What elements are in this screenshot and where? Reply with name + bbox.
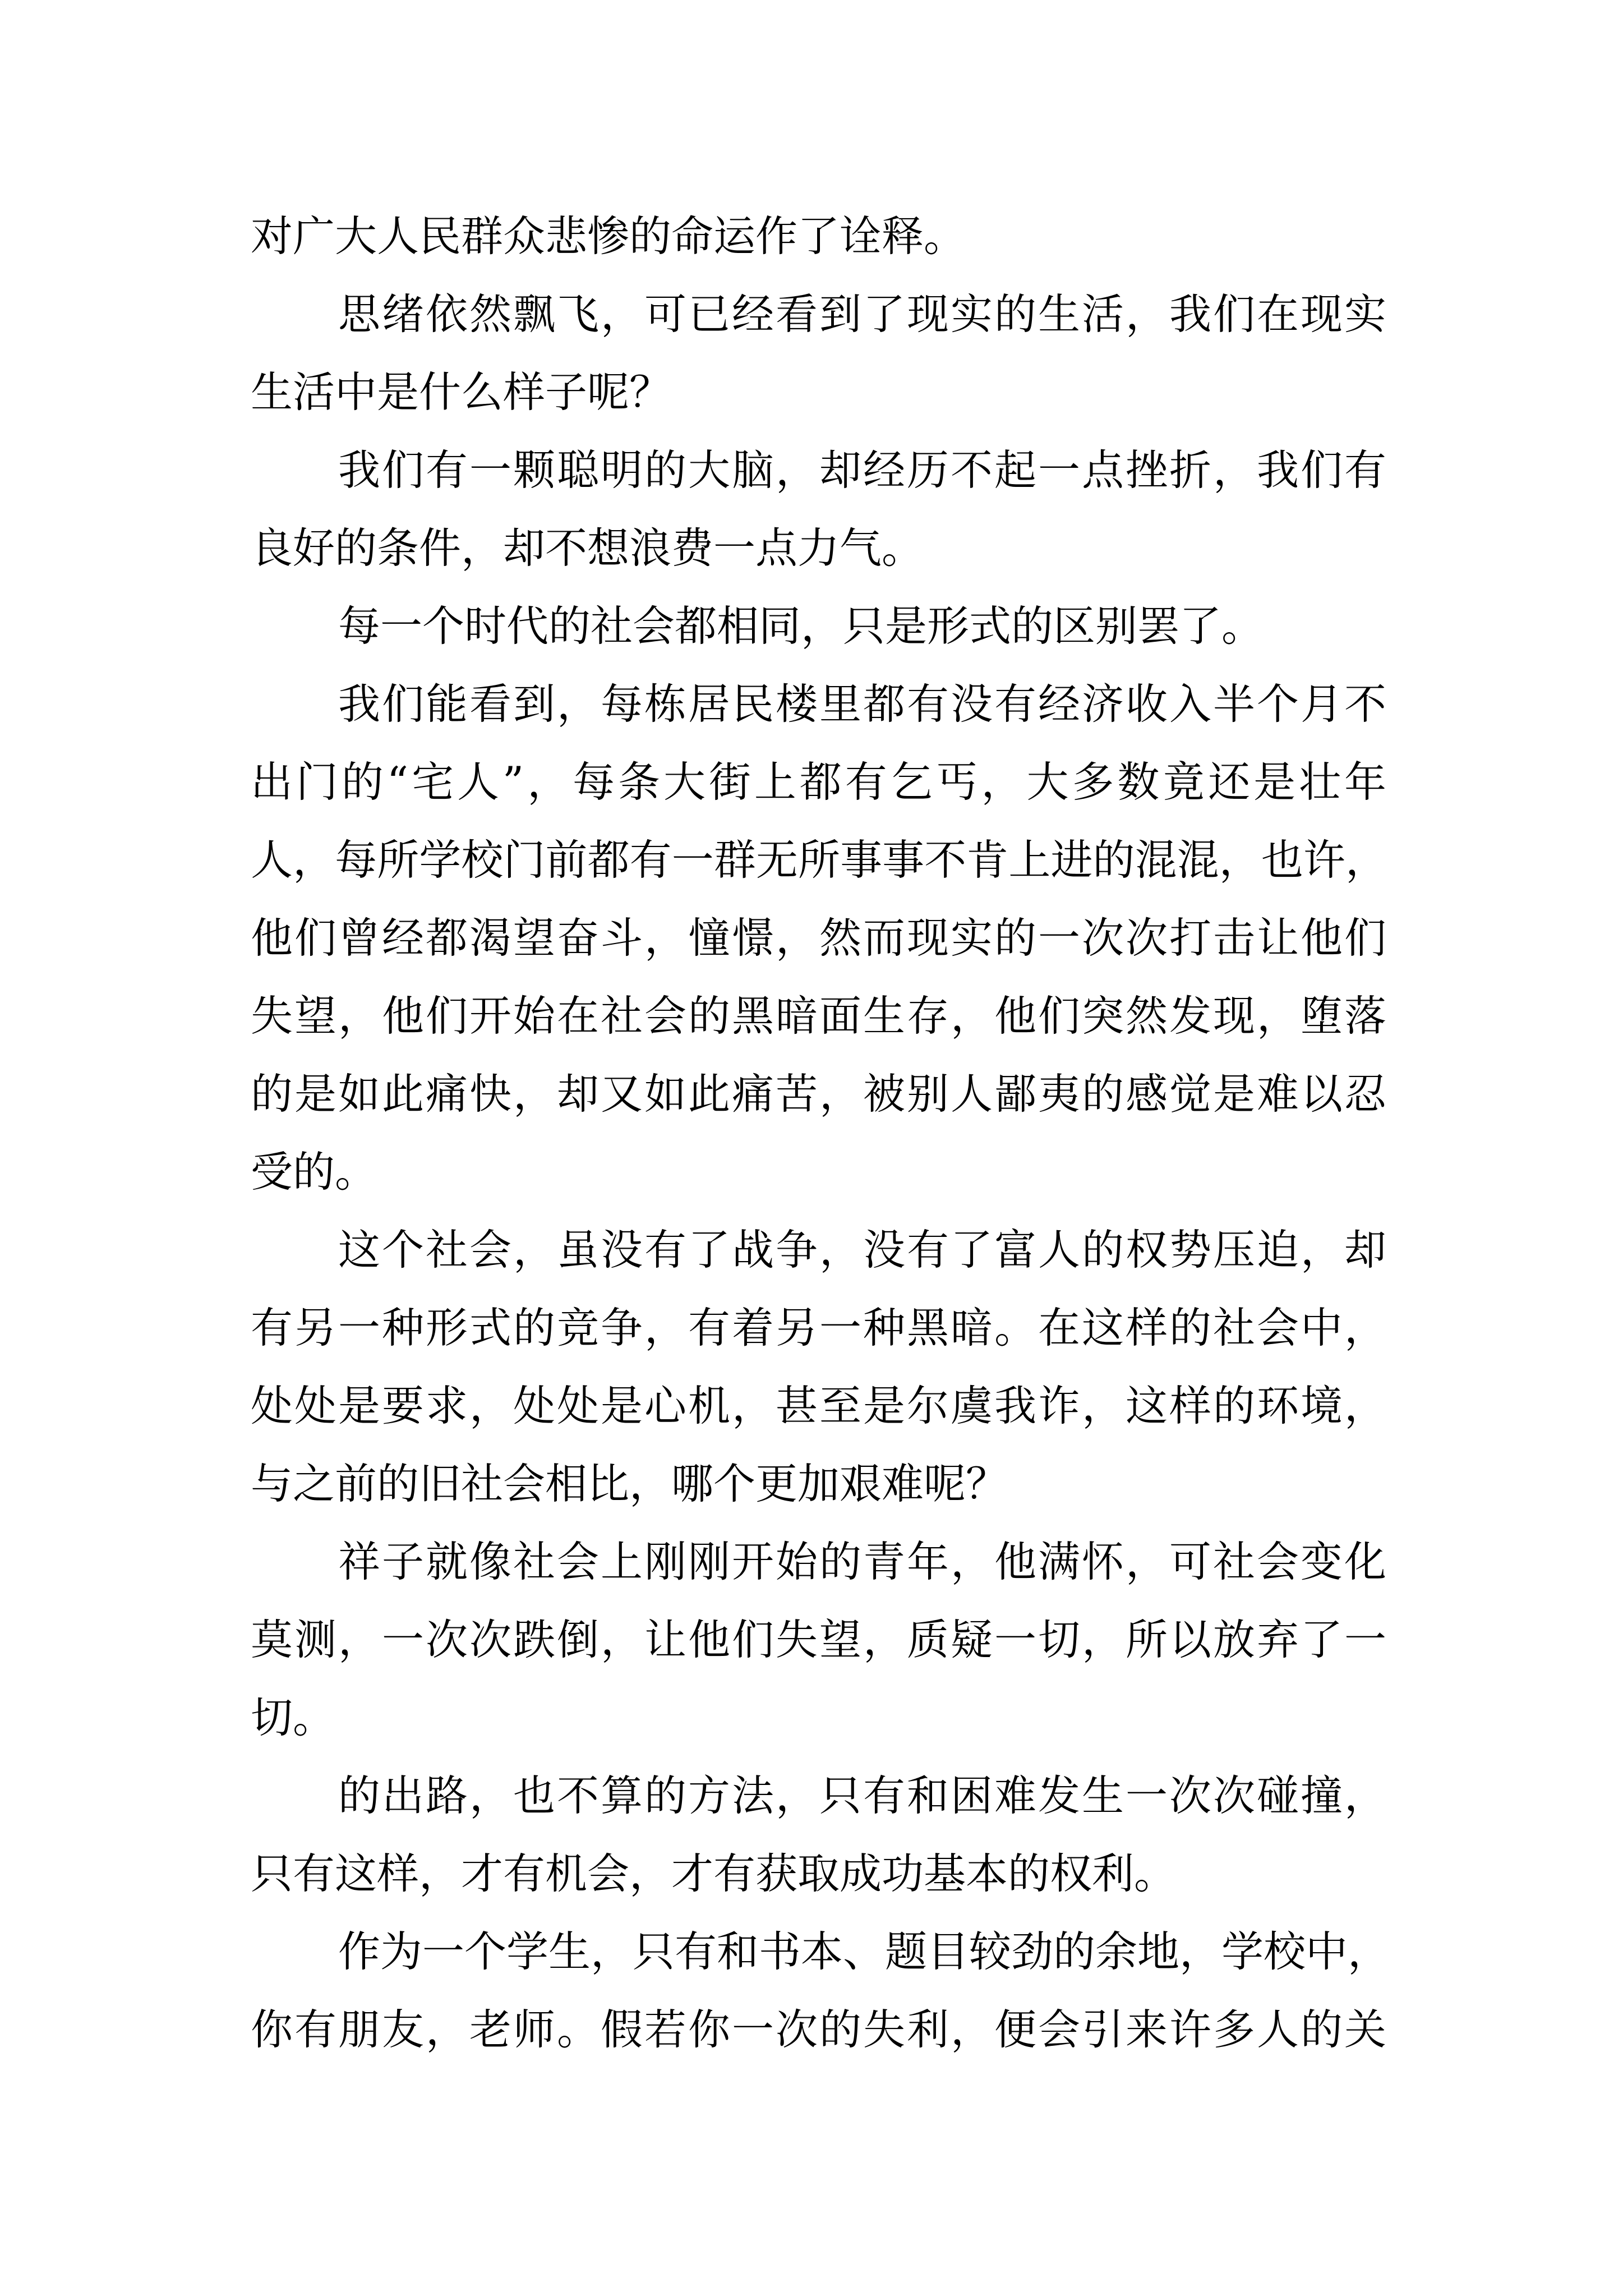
text-line: 有另一种形式的竞争，有着另一种黑暗。在这样的社会中， bbox=[251, 1303, 1386, 1352]
paragraph bbox=[251, 1913, 1390, 2069]
paragraph bbox=[251, 197, 1386, 275]
text-line: 良好的条件，却不想浪费一点力气。 bbox=[251, 523, 924, 573]
text-line: 生活中是什么样子呢？ bbox=[251, 367, 672, 417]
text-line: 他们曾经都渴望奋斗，憧憬，然而现实的一次次打击让他们 bbox=[251, 913, 1386, 963]
text-line: 这个社会，虽没有了战争，没有了富人的权势压迫，却 bbox=[338, 1225, 1386, 1274]
text-line: 处处是要求，处处是心机，甚至是尔虞我诈，这样的环境， bbox=[251, 1381, 1386, 1430]
text-line: 祥子就像社会上刚刚开始的青年，他满怀，可社会变化 bbox=[338, 1537, 1386, 1586]
paragraph bbox=[251, 665, 1386, 1211]
paragraph bbox=[251, 1757, 1386, 1913]
text-line: 的是如此痛快，却又如此痛苦，被别人鄙夷的感觉是难以忍 bbox=[251, 1069, 1386, 1119]
text-line: 你有朋友，老师。假若你一次的失利，便会引来许多人的关 bbox=[251, 2005, 1386, 2054]
text-line: 作为一个学生，只有和书本、题目较劲的余地，学校中， bbox=[338, 1927, 1390, 1976]
body-text bbox=[251, 197, 1390, 2069]
text-line: 受的。 bbox=[251, 1147, 377, 1197]
text-line: 出门的“宅人”，每条大街上都有乞丐，大多数竟还是壮年 bbox=[251, 757, 1386, 807]
paragraph bbox=[251, 1211, 1386, 1523]
text-line: 与之前的旧社会相比，哪个更加艰难呢？ bbox=[251, 1459, 1008, 1508]
text-line: 切。 bbox=[251, 1693, 335, 1742]
text-line: 思绪依然飘飞，可已经看到了现实的生活，我们在现实 bbox=[338, 289, 1386, 339]
text-line: 只有这样，才有机会，才有获取成功基本的权利。 bbox=[251, 1849, 1177, 1898]
text-line: 莫测，一次次跌倒，让他们失望，质疑一切，所以放弃了一 bbox=[251, 1615, 1386, 1664]
text-line: 失望，他们开始在社会的黑暗面生存，他们突然发现，堕落 bbox=[251, 991, 1386, 1041]
paragraph bbox=[251, 431, 1386, 587]
text-line: 人，每所学校门前都有一群无所事事不肯上进的混混，也许， bbox=[251, 835, 1386, 885]
paragraph bbox=[251, 587, 1386, 665]
paragraph bbox=[251, 1523, 1386, 1757]
text-line: 我们能看到，每栋居民楼里都有没有经济收入半个月不 bbox=[338, 679, 1386, 729]
text-line: 每一个时代的社会都相同，只是形式的区别罢了。 bbox=[338, 601, 1264, 651]
paragraph bbox=[251, 275, 1386, 431]
text-line: 的出路，也不算的方法，只有和困难发生一次次碰撞， bbox=[338, 1771, 1386, 1820]
text-line: 我们有一颗聪明的大脑，却经历不起一点挫折，我们有 bbox=[338, 445, 1386, 495]
text-line: 对广大人民群众悲惨的命运作了诠释。 bbox=[251, 211, 966, 261]
